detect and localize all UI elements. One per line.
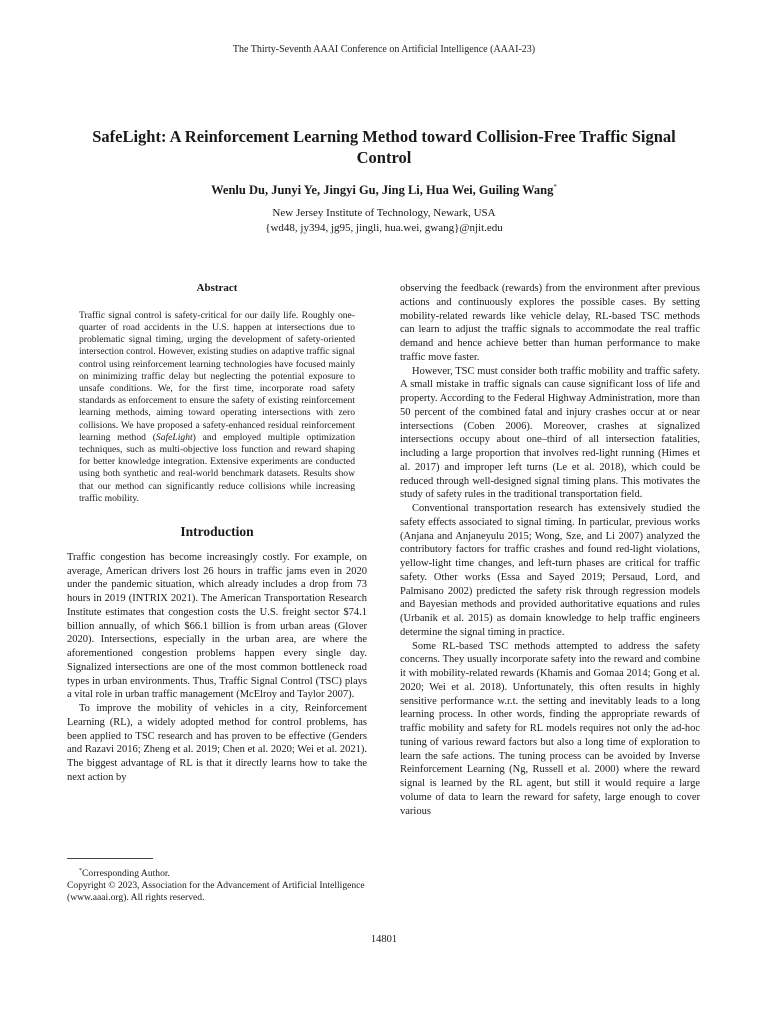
corresponding-author-mark: * [553, 183, 557, 191]
introduction-heading: Introduction [180, 524, 254, 539]
conference-header: The Thirty-Seventh AAAI Conference on Artificial Intelligence (AAAI-23) [232, 44, 536, 55]
right-paragraph-4: Some RL-based TSC methods attempted to address the safety concerns. They usually incorporate safety into the reward and combine it with mobility-related rewards (Khamis and Gomaa 2014; Gong et al. 2020; Wei et al. 2018). Unfortunately, this often results in highly sensitive performance w.r.t. the setting and inevitably leads to a long learning process. In other words, finding the appropriate rewards of traffic mobility and safety for RL models requires not only the ad-hoc tuning of various reward factors but also a long time of exploration to learn the safe actions. The tuning process can be avoided by Inverse Reinforcement Learning (Ng, Russell et al. 2000) where the reward signal is learned by the RL agent, but still it would require a large volume of data to learn the reward for safety, large enough to cover various [400, 640, 700, 817]
affiliation: New Jersey Institute of Technology, Newark, USA [272, 207, 496, 219]
left-column [67, 282, 367, 785]
author-emails: {wd48, jy394, jg95, jingli, hua.wei, gwang}@njit.edu [265, 222, 503, 234]
right-column [400, 282, 700, 818]
abstract-text-part1: Traffic signal control is safety-critical for our daily life. Roughly one-quarter of road accidents in the U.S. happen at intersections due to problematic signal timing, urging the development of safety-oriented intersection control. However, existing studies on adaptive traffic signal control using reinforcement learning technologies have focused mainly on minimizing traffic delay but neglecting the potential exposure to unsafe conditions. We, for the first time, incorporate road safety standards as enforcement to ensure the safety of existing reinforcement learning methods, aiming toward operating intersections with zero collisions. We have proposed a safety-enhanced residual reinforcement learning method ( [79, 309, 355, 443]
footnote-area [67, 858, 367, 904]
affiliation-block [84, 206, 684, 236]
copyright-notice: Copyright © 2023, Association for the Advancement of Artificial Intelligence (www.aaai.org). All rights reserved. [67, 880, 365, 904]
right-paragraph-1: observing the feedback (rewards) from the environment after previous actions and continuously explores the possible cases. By setting mobility-related rewards like vehicle delay, RL-based TSC methods can learn to adjust the traffic signals to accommodate the real traffic demand and hence achieve better than human performance to make traffic move faster. [400, 283, 700, 363]
author-list [84, 183, 684, 198]
footnote-mark: * [79, 868, 82, 874]
footnote-divider [67, 858, 153, 859]
introduction-paragraph-1: Traffic congestion has become increasingly costly. For example, on average, American drivers lost 26 hours in traffic jams even in 2020 under the pandemic situation, which already includes a drop from 73 hours in 2019 (INTRIX 2021). The American Transportation Research Institute estimates that congestion costs the U.S. freight sector $74.1 billion annually, of which $66.1 billion is from urban areas (Glover 2020). Intersections, especially in the urban area, are where the aforementioned congestion problems happen every single day. Signalized intersections are one of the most common bottleneck road types in urban environments. Thus, Traffic Signal Control (TSC) plays a vital role in urban traffic management (McElroy and Taylor 2007). [67, 551, 367, 701]
abstract-text-part2: ) and employed multiple optimization techniques, such as multi-objective loss function and reward shaping for better knowledge integration. Extensive experiments are conducted using both synthetic and real-world benchmark datasets. Results show that our method can significantly reduce collisions while increasing traffic mobility. [79, 431, 355, 504]
introduction-paragraph-2: To improve the mobility of vehicles in a city, Reinforcement Learning (RL), a widely adopted method for control problems, has been applied to TSC research and has proven to be effective (Genders and Razavi 2016; Zheng et al. 2019; Chen et al. 2020; Wei et al. 2021). The biggest advantage of RL is that it directly learns how to take the next action by [67, 703, 367, 783]
abstract-heading: Abstract [196, 282, 238, 294]
author-names: Wenlu Du, Junyi Ye, Jingyi Gu, Jing Li, Hua Wei, Guiling Wang [211, 183, 554, 198]
footnote-text: Corresponding Author. [82, 868, 170, 880]
abstract-text [67, 310, 367, 505]
paper-title: SafeLight: A Reinforcement Learning Method toward Collision-Free Traffic Signal Control [92, 127, 676, 167]
right-paragraph-2: However, TSC must consider both traffic mobility and traffic safety. A small mistake in traffic signals can cause significant loss of life and property. According to the Federal Highway Administration, more than 50 percent of the combined fatal and injury crashes occur at or near intersections (Coben 2006). Moreover, crashes at signalized intersections occupy about one–third of all intersection fatalities, including a large proportion that involves red-light running (Himes et al. 2017) and improper left turns (Le et al. 2018), which could be reduced through well-designed signal timing plans. This motivates the study of safety rules in the traditional transportation field. [400, 365, 700, 501]
corresponding-author-footnote [67, 865, 367, 880]
abstract-method-name: SafeLight [155, 431, 193, 443]
page-number: 14801 [370, 934, 398, 945]
right-paragraph-3: Conventional transportation research has extensively studied the safety effects associated to signal timing. In particular, previous works (Anjana and Anjaneyulu 2015; Wong, Sze, and Li 2007) analyzed the contributory factors for traffic crashes and found red-light violations, yellow-light time changes, and left-turn phases are critical for traffic safety. Other works (Essa and Sayed 2019; Persaud, Lord, and Palmisano 2002) predicted the safety risk through regression models and Bayesian methods and provided authoritative equations and rules (Urbanik et al. 2015) as domain knowledge to help traffic engineers determine the signal timing in practice. [400, 503, 700, 638]
